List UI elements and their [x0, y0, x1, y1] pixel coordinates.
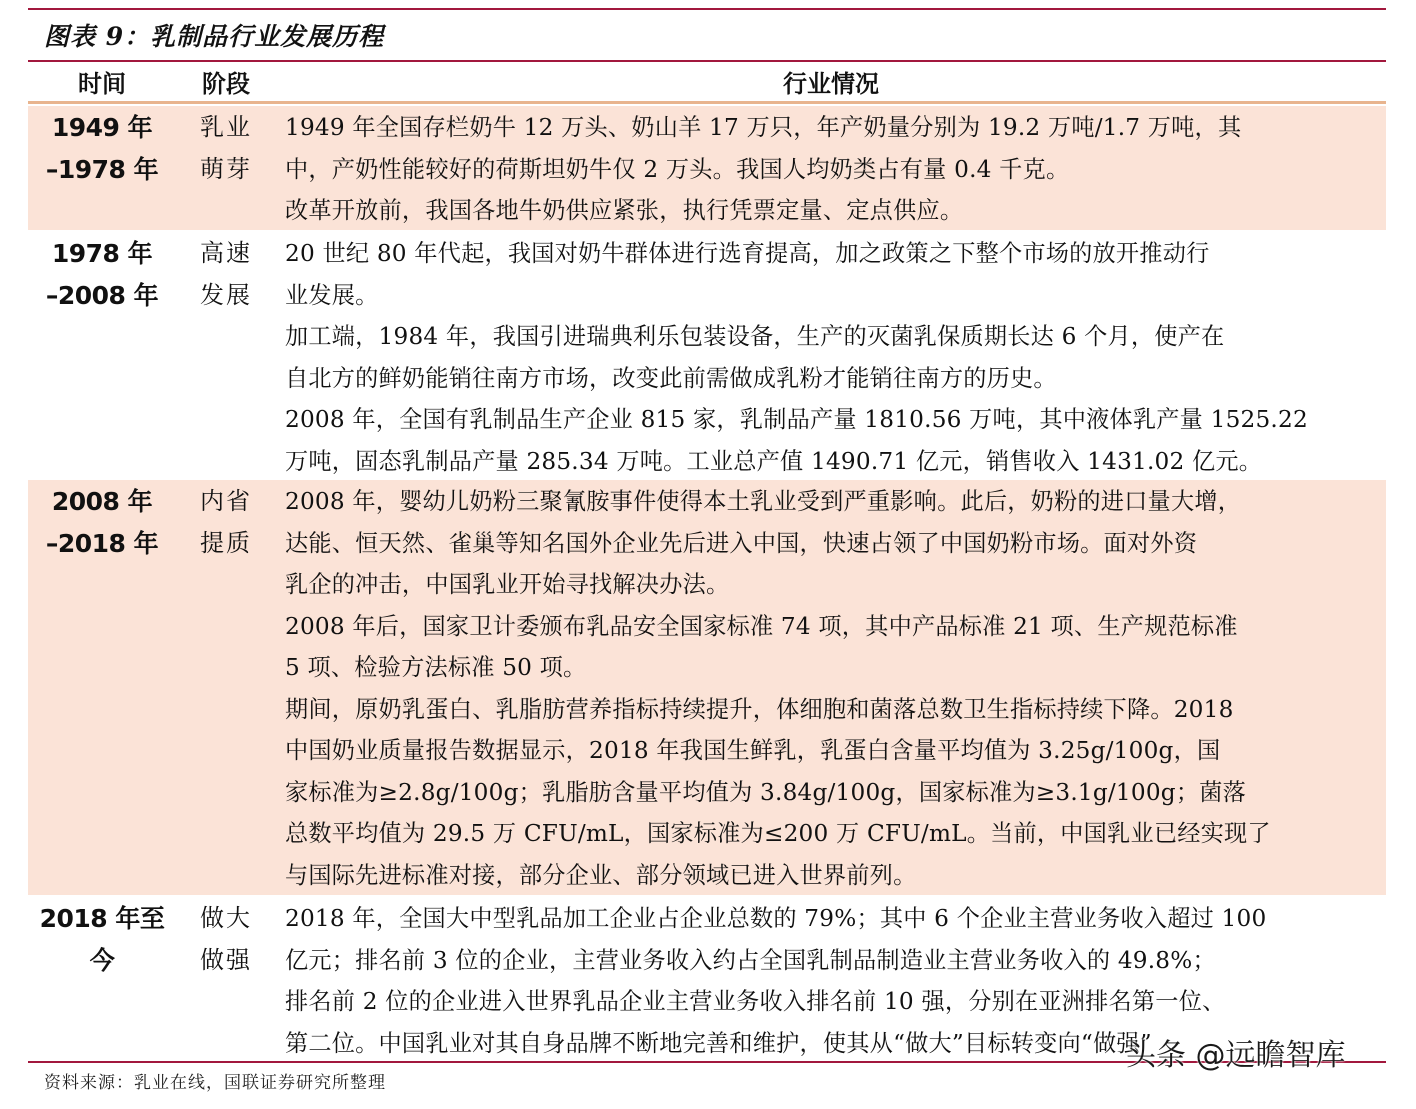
description-paragraph: [285, 399, 1372, 482]
text-line: 亿元；排名前 3 位的企业，主营业务收入约占全国乳制品制造业主营业务收入的 49.8%；: [285, 946, 1216, 974]
description-paragraph: [285, 316, 1372, 399]
description-paragraph: [285, 606, 1372, 689]
description-paragraph: [285, 689, 1372, 897]
text-line: 总数平均值为 29.5 万 CFU/mL，国家标准为≤200 万 CFU/mL。当前，中国乳业已经实现了: [285, 820, 1271, 847]
text-line: 与国际先进标准对接，部分企业、部分领域已进入世界前列。: [285, 861, 917, 889]
text-line: 家标准为≥2.8g/100g；乳脂肪含量平均值为 3.84g/100g，国家标准为≥3.1g/100g；菌落: [285, 778, 1246, 806]
stage-line: 做大: [200, 904, 252, 932]
stage-line: 发展: [200, 280, 252, 309]
description-paragraph: [285, 190, 1372, 232]
text-line: 2008 年后，国家卫计委颁布乳品安全国家标准 74 项，其中产品标准 21 项、生产规范标准: [285, 612, 1238, 640]
text-line: 20 世纪 80 年代起，我国对奶牛群体进行选育提高，加之政策之下整个市场的放开推动行: [285, 240, 1210, 267]
text-line: 业发展。: [285, 281, 379, 309]
text-line: 自北方的鲜奶能销往南方市场，改变此前需做成乳粉才能销往南方的历史。: [285, 364, 1057, 392]
description-cell: [276, 480, 1386, 896]
stage-line: 提质: [200, 528, 252, 557]
text-line: 加工端，1984 年，我国引进瑞典利乐包装设备，生产的灭菌乳保质期长达 6 个月，使产在: [285, 323, 1225, 350]
text-line: 5 项、检验方法标准 50 项。: [285, 654, 587, 681]
period-cell: [28, 480, 176, 564]
header-stage: 阶段: [202, 70, 250, 98]
text-line: 乳企的冲击，中国乳业开始寻找解决办法。: [285, 571, 730, 598]
stage-line: 内省: [200, 487, 252, 515]
text-line: 改革开放前，我国各地牛奶供应紧张，执行凭票定量、定点供应。: [285, 197, 964, 224]
period-end: –2018 年: [45, 528, 159, 558]
stage-line: 乳业: [200, 113, 252, 141]
stage-cell: [176, 106, 276, 190]
stage-cell: [176, 480, 276, 564]
table-row: [28, 480, 1386, 895]
description-paragraph: [285, 481, 1372, 606]
history-table: [28, 62, 1386, 1061]
text-line: 第二位。中国乳业对其自身品牌不断地完善和维护，使其从“做大”目标转变向“做强”: [285, 1029, 1152, 1057]
description-paragraph: [285, 233, 1372, 316]
period-cell: [28, 897, 176, 981]
period-cell: [28, 232, 176, 316]
text-line: 万吨，固态乳制品产量 285.34 万吨。工业总产值 1490.71 亿元，销售收入 1431.02 亿元。: [285, 447, 1263, 475]
table-row: [28, 232, 1386, 478]
watermark: 头条 @远瞻智库: [1126, 1038, 1346, 1073]
period-start: 2008 年: [51, 487, 153, 516]
period-start: 1949 年: [51, 113, 153, 142]
text-line: 期间，原奶乳蛋白、乳脂肪营养指标持续提升，体细胞和菌落总数卫生指标持续下降。2018: [285, 695, 1234, 723]
figure-title: 图表 9：乳制品行业发展历程: [44, 22, 385, 51]
text-line: 1949 年全国存栏奶牛 12 万头、奶山羊 17 万只，年产奶量分别为 19.2 万吨/1.7 万吨，其: [285, 114, 1242, 141]
text-line: 2018 年，全国大中型乳品加工企业占企业总数的 79%；其中 6 个企业主营业务收入超过 100: [285, 905, 1267, 932]
period-start: 2018 年至: [39, 904, 165, 933]
stage-cell: [176, 232, 276, 316]
text-line: 达能、恒天然、雀巢等知名国外企业先后进入中国，快速占领了中国奶粉市场。面对外资: [285, 529, 1198, 557]
period-end: –1978 年: [45, 154, 159, 184]
description-cell: [276, 106, 1386, 232]
source-note: 资料来源：乳业在线，国联证券研究所整理: [44, 1073, 386, 1093]
table-header: [28, 62, 1386, 104]
period-end: 今: [89, 945, 115, 975]
period-start: 1978 年: [51, 239, 153, 268]
text-line: 中，产奶性能较好的荷斯坦奶牛仅 2 万头。我国人均奶类占有量 0.4 千克。: [285, 155, 1070, 183]
stage-cell: [176, 897, 276, 981]
stage-line: 萌芽: [200, 154, 252, 183]
description-paragraph: [285, 107, 1372, 190]
description-cell: [276, 232, 1386, 482]
stage-line: 高速: [200, 239, 252, 267]
header-description: 行业情况: [783, 70, 879, 98]
period-end: –2008 年: [45, 280, 159, 310]
stage-line: 做强: [200, 945, 252, 974]
text-line: 2008 年，婴幼儿奶粉三聚氰胺事件使得本土乳业受到严重影响。此后，奶粉的进口量大增，: [285, 488, 1242, 515]
period-cell: [28, 106, 176, 190]
header-time: 时间: [78, 70, 126, 98]
text-line: 排名前 2 位的企业进入世界乳品企业主营业务收入排名前 10 强，分别在亚洲排名第一位、: [285, 988, 1226, 1015]
table-row: [28, 106, 1386, 230]
top-rule: [28, 8, 1386, 10]
text-line: 2008 年，全国有乳制品生产企业 815 家，乳制品产量 1810.56 万吨，其中液体乳产量 1525.22: [285, 406, 1308, 433]
text-line: 中国奶业质量报告数据显示，2018 年我国生鲜乳，乳蛋白含量平均值为 3.25g/100g，国: [285, 737, 1221, 764]
